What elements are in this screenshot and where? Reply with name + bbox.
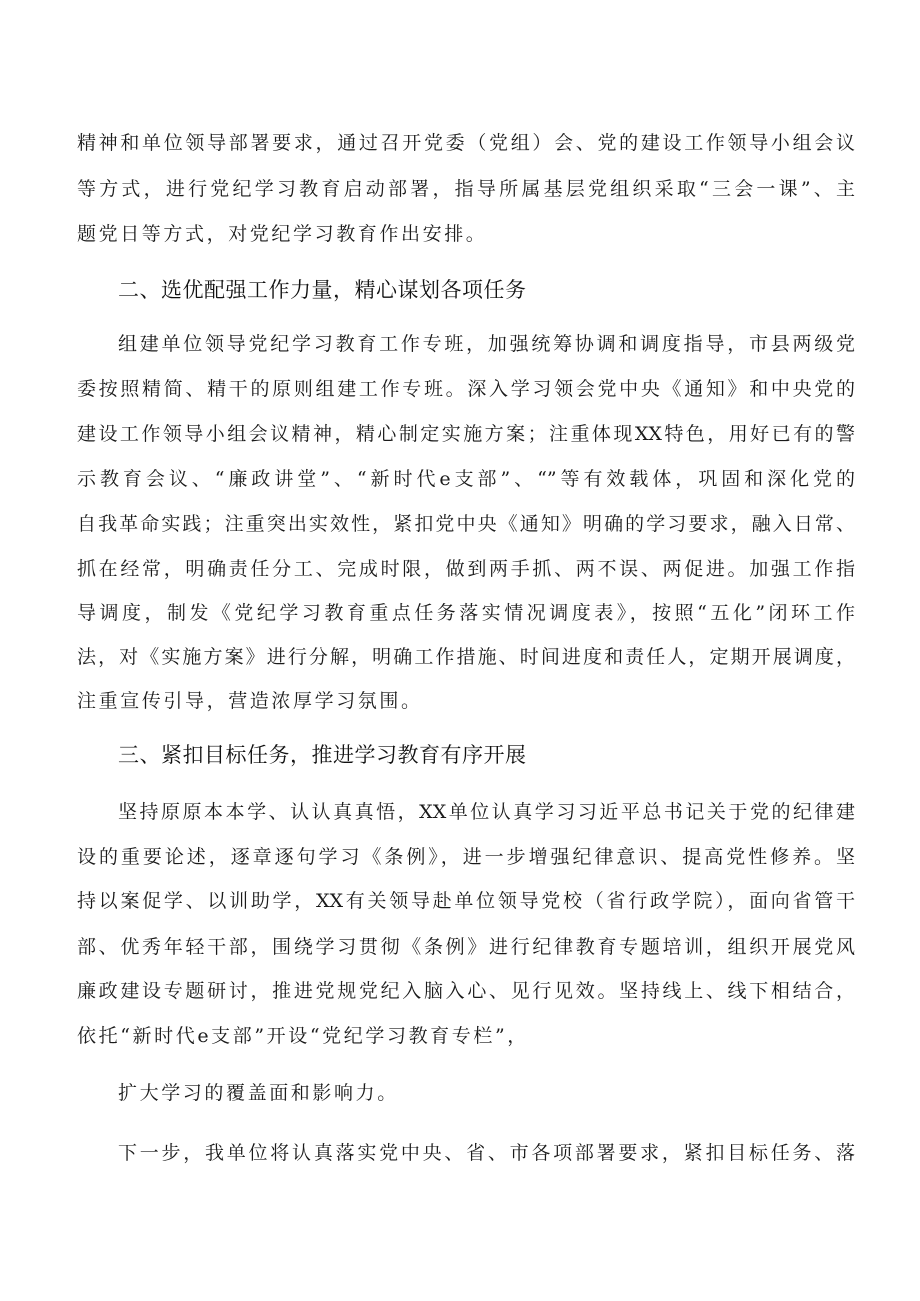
paragraph-5-line-1: 下一步，我单位将认真落实党中央、省、市各项部署要求，紧扣目标任务、落 <box>118 1142 855 1164</box>
paragraph-3-line-6: 依托“新时代e支部”开设“党纪学习教育专栏”， <box>77 1025 529 1047</box>
paragraph-2-line-8: 法，对《实施方案》进行分解，明确工作措施、时间进度和责任人，定期开展调度， <box>77 646 855 668</box>
paragraph-3-line-2: 设的重要论述，逐章逐句学习《条例》，进一步增强纪律意识、提高党性修养。坚 <box>77 846 855 868</box>
paragraph-3-line-3: 持以案促学、以训助学，XX有关领导赴单位领导党校（省行政学院），面向省管干 <box>77 890 855 912</box>
paragraph-2-line-4: 示教育会议、“廉政讲堂”、“新时代e支部”、“”等有效载体，巩固和深化党的 <box>77 468 855 490</box>
paragraph-2-line-3: 建设工作领导小组会议精神，精心制定实施方案；注重体现XX特色，用好已有的警 <box>77 423 855 445</box>
paragraph-3-line-5: 廉政建设专题研讨，推进党规党纪入脑入心、见行见效。坚持线上、线下相结合， <box>77 980 855 1002</box>
paragraph-2-line-9: 注重宣传引导，营造浓厚学习氛围。 <box>77 690 423 712</box>
paragraph-1-line-3: 题党日等方式，对党纪学习教育作出安排。 <box>77 223 488 245</box>
paragraph-3-line-1: 坚持原原本本学、认认真真悟，XX单位认真学习习近平总书记关于党的纪律建 <box>118 801 855 823</box>
section-heading-2: 二、选优配强工作力量，精心谋划各项任务 <box>118 278 527 302</box>
section-heading-3: 三、紧扣目标任务，推进学习教育有序开展 <box>118 743 527 767</box>
paragraph-2-line-7: 导调度，制发《党纪学习教育重点任务落实情况调度表》，按照“五化”闭环工作 <box>77 602 855 624</box>
paragraph-1-line-2: 等方式，进行党纪学习教育启动部署，指导所属基层党组织采取“三会一课”、主 <box>77 178 855 200</box>
paragraph-1-line-1: 精神和单位领导部署要求，通过召开党委（党组）会、党的建设工作领导小组会议 <box>77 132 855 154</box>
paragraph-2-line-6: 抓在经常，明确责任分工、完成时限，做到两手抓、两不误、两促进。加强工作指 <box>77 558 855 580</box>
paragraph-2-line-2: 委按照精简、精干的原则组建工作专班。深入学习领会党中央《通知》和中央党的 <box>77 378 855 400</box>
paragraph-2-line-1: 组建单位领导党纪学习教育工作专班，加强统筹协调和调度指导，市县两级党 <box>118 333 855 355</box>
paragraph-4: 扩大学习的覆盖面和影响力。 <box>118 1082 399 1104</box>
paragraph-3-line-4: 部、优秀年轻干部，围绕学习贯彻《条例》进行纪律教育专题培训，组织开展党风 <box>77 936 855 958</box>
paragraph-2-line-5: 自我革命实践；注重突出实效性，紧扣党中央《通知》明确的学习要求，融入日常、 <box>77 513 855 535</box>
